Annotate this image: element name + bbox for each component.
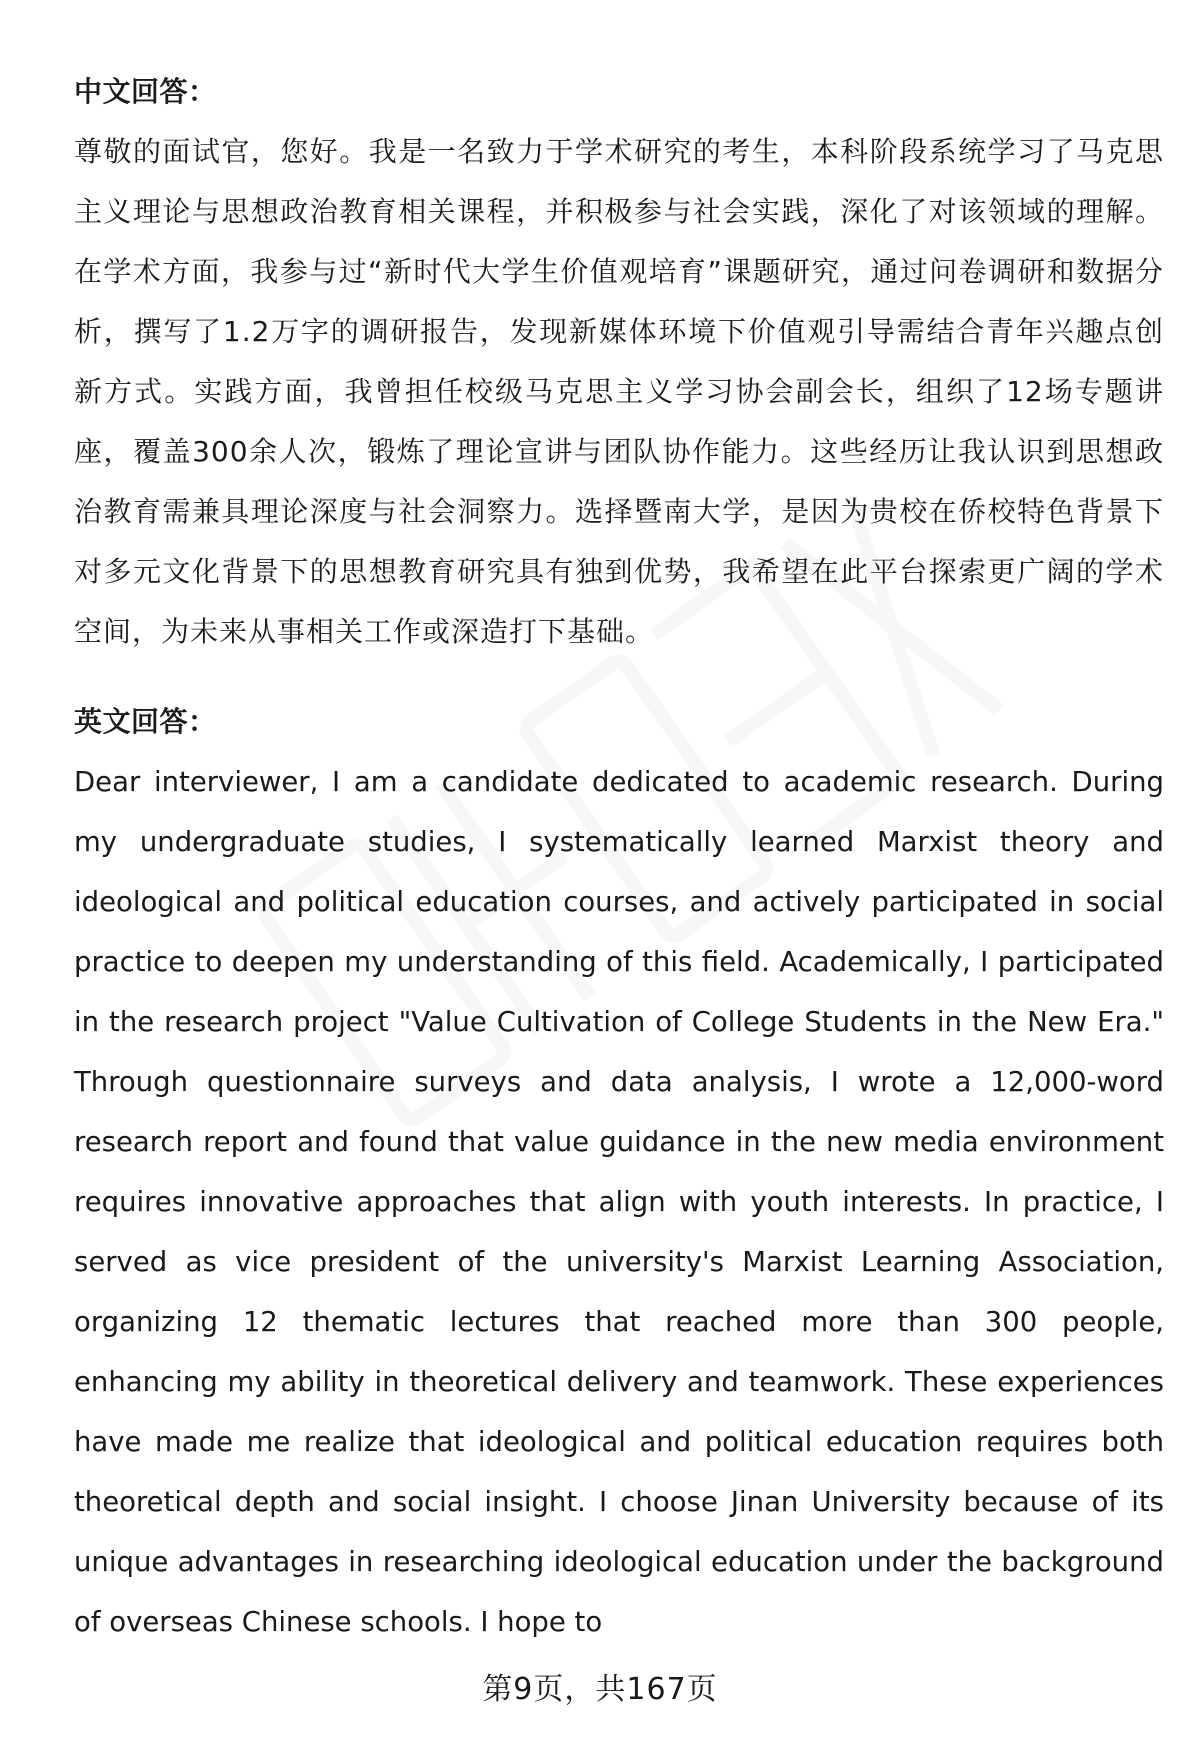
main-content <box>74 62 1164 1652</box>
english-answer-section <box>74 692 1164 1652</box>
section-heading-chinese: 中文回答： <box>74 75 217 108</box>
section-divider-space <box>74 662 1164 692</box>
chinese-answer-section <box>74 62 1164 662</box>
english-answer-text: Dear interviewer, I am a candidate dedicated to academic research. During my undergraduate studies, I systematically learned Marxist theory and ideological and political education courses, and actively participated in social practice to deepen my understanding of this field. Academically, I participated in the research project "Value Cultivation of College Students in the New Era." Through questionnaire surveys and data analysis, I wrote a 12,000-word research report and found that value guidance in the new media environment requires innovative approaches that align with youth interests. In practice, I served as vice president of the university's Marxist Learning Association, organizing 12 thematic lectures that reached more than 300 people, enhancing my ability in theoretical delivery and teamwork. These experiences have made me realize that ideological and political education requires both theoretical depth and social insight. I choose Jinan University because of its unique advantages in researching ideological education under the background of overseas Chinese schools. I hope to <box>74 766 1164 1638</box>
section-heading-english: 英文回答： <box>74 705 217 738</box>
chinese-answer-text: 尊敬的面试官，您好。我是一名致力于学术研究的考生，本科阶段系统学习了马克思主义理论与思想政治教育相关课程，并积极参与社会实践，深化了对该领域的理解。在学术方面，我参与过“新时代大学生价值观培育”课题研究，通过问卷调研和数据分析，撰写了1.2万字的调研报告，发现新媒体环境下价值观引导需结合青年兴趣点创新方式。实践方面，我曾担任校级马克思主义学习协会副会长，组织了12场专题讲座，覆盖300余人次，锻炼了理论宣讲与团队协作能力。这些经历让我认识到思想政治教育需兼具理论深度与社会洞察力。选择暨南大学，是因为贵校在侨校特色背景下对多元文化背景下的思想教育研究具有独到优势，我希望在此平台探索更广阔的学术空间，为未来从事相关工作或深造打下基础。 <box>74 135 1164 648</box>
page-number-footer: 第9页，共167页 <box>482 1672 718 1707</box>
